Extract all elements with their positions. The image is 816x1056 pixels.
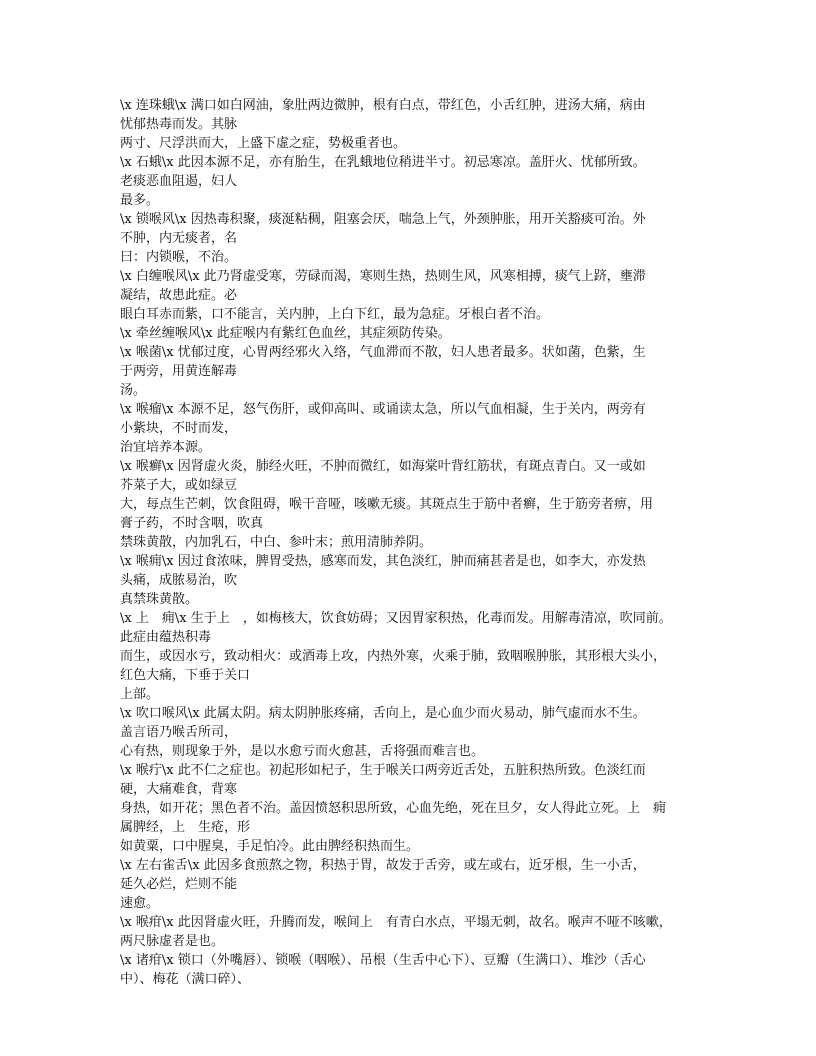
document-page [120,96,703,989]
text-line: \x 喉疳\x 此因肾虚火旺，升腾而发，喉间上 有青白水点，平塌无刺，故名。喉声不哑不咳嗽， [120,915,672,930]
text-line: 不肿，内无痰者，名 [120,231,238,246]
text-line: \x 左右雀舌\x 此因多食煎熬之物，积热于胃，故发于舌旁，或左或右，近牙根，生一小舌， [120,858,646,873]
text-line: 两尺脉虚者是也。 [120,934,225,949]
text-line: 凝结，故患此症。必 [120,288,238,303]
text-line: 而生，或因水亏，致动相火：或酒毒上攻，内热外寒，火乘于肺，致咽喉肿胀，其形根大头小， [120,649,667,664]
text-line: \x 吹口喉风\x 此属太阴。病太阴肿胀疼痛，舌向上，是心血少而火易动，肺气虚而水不生。 [120,706,646,721]
text-line: 曰：内锁喉，不治。 [120,250,238,265]
text-line: 属脾经，上 生疮，形 [120,820,251,835]
text-line: 中）、梅花（满口碎）、 [120,972,251,987]
text-line: \x 诸疳\x 锁口（外嘴唇）、锁喉（咽喉）、吊根（生舌中心下）、豆瓣（生满口）、堆沙（舌心 [120,953,646,968]
text-line: 老痰恶血阻遏，妇人 [120,174,238,189]
text-line: 小紫块，不时而发， [120,421,238,436]
text-line: 硬，大痛难食，背寒 [120,782,238,797]
text-line: \x 石蛾\x 此因本源不足，亦有胎生，在乳蛾地位稍进半寸。初忌寒凉。盖肝火、忧郁所致。 [120,155,646,170]
text-line: \x 白缠喉风\x 此乃肾虚受寒，劳碌而渴，寒则生热，热则生风，风寒相搏，痰气上跻，壅滞 [120,269,646,284]
text-line: \x 喉瘤\x 本源不足，怒气伤肝，或仰高叫、或诵读太急，所以气血相凝，生于关内，两旁有 [120,402,646,417]
text-line: 心有热，则现象于外，是以水愈亏而火愈甚，舌将强而难言也。 [120,744,485,759]
text-line: 两寸、尺浮洪而大，上盛下虚之症，势极重者也。 [120,136,407,151]
text-line: \x 牵丝缠喉风\x 此症喉内有紫红色血丝，其症须防传染。 [120,326,451,341]
text-line: 如黄粟，口中腥臭，手足怕冷。此由脾经积热而生。 [120,839,420,854]
text-line: 大，每点生芒刺，饮食阻碍，喉干音哑，咳嗽无痰。其斑点生于筋中者癣，生于筋旁者痹，用 [120,497,654,512]
text-line: 延久必烂，烂则不能 [120,877,238,892]
text-line: 膏子药，不时含咽，吹真 [120,516,264,531]
text-line: 身热，如开花；黑色者不治。盖因愤怒积思所致，心血先绝，死在旦夕，女人得此立死。上 痈 [120,801,667,816]
text-line: \x 喉疔\x 此不仁之症也。初起形如杞子，生于喉关口两旁近舌处，五脏积热所致。色淡红而 [120,763,646,778]
text-line: 速愈。 [120,896,160,911]
text-line: 忧郁热毒而发。其脉 [120,117,238,132]
text-line: 治宜培养本源。 [120,440,212,455]
text-line: 上部。 [120,687,160,702]
text-line: 禁珠黄散，内加乳石，中白、参叶末；煎用清肺养阴。 [120,535,433,550]
text-line: 真禁珠黄散。 [120,592,199,607]
text-line: 眼白耳赤而紫，口不能言，关内肿，上白下红，最为急症。牙根白者不治。 [120,307,550,322]
text-line: \x 上 痈\x 生于上 ，如梅核大，饮食妨碍；又因胃家积热，化毒而发。用解毒清凉，吹同前。 [120,611,672,626]
text-line: 于两旁，用黄连解毒 [120,364,238,379]
text-line: \x 锁喉风\x 因热毒积聚，痰涎粘稠，阻塞会厌，喘急上气，外颈肿胀，用开关豁痰可治。外 [120,212,646,227]
text-line: 最多。 [120,193,160,208]
text-line: 盖言语乃喉舌所司， [120,725,238,740]
text-line: 汤。 [120,383,147,398]
text-line: \x 喉癣\x 因肾虚火炎，肺经火旺，不肿而微红，如海棠叶背红筋状，有斑点青白。又一或如 [120,459,646,474]
text-line: 头痛，成脓易治，吹 [120,573,238,588]
text-line: \x 连珠蛾\x 满口如白网油，象肚两边微肿，根有白点，带红色，小舌红肿，进汤大痛，病由 [120,98,646,113]
text-line: 红色大痛，下垂于关口 [120,668,251,683]
text-line: \x 喉菌\x 忧郁过度，心胃两经邪火入络，气血滞而不散，妇人患者最多。状如菌，色紫，生 [120,345,646,360]
text-line: \x 喉痈\x 因过食浓味，脾胃受热，感寒而发，其色淡红，肿而痛甚者是也，如李大，亦发热 [120,554,646,569]
text-line: 此症由蕴热积毒 [120,630,212,645]
text-line: 芥菜子大，或如绿豆 [120,478,238,493]
